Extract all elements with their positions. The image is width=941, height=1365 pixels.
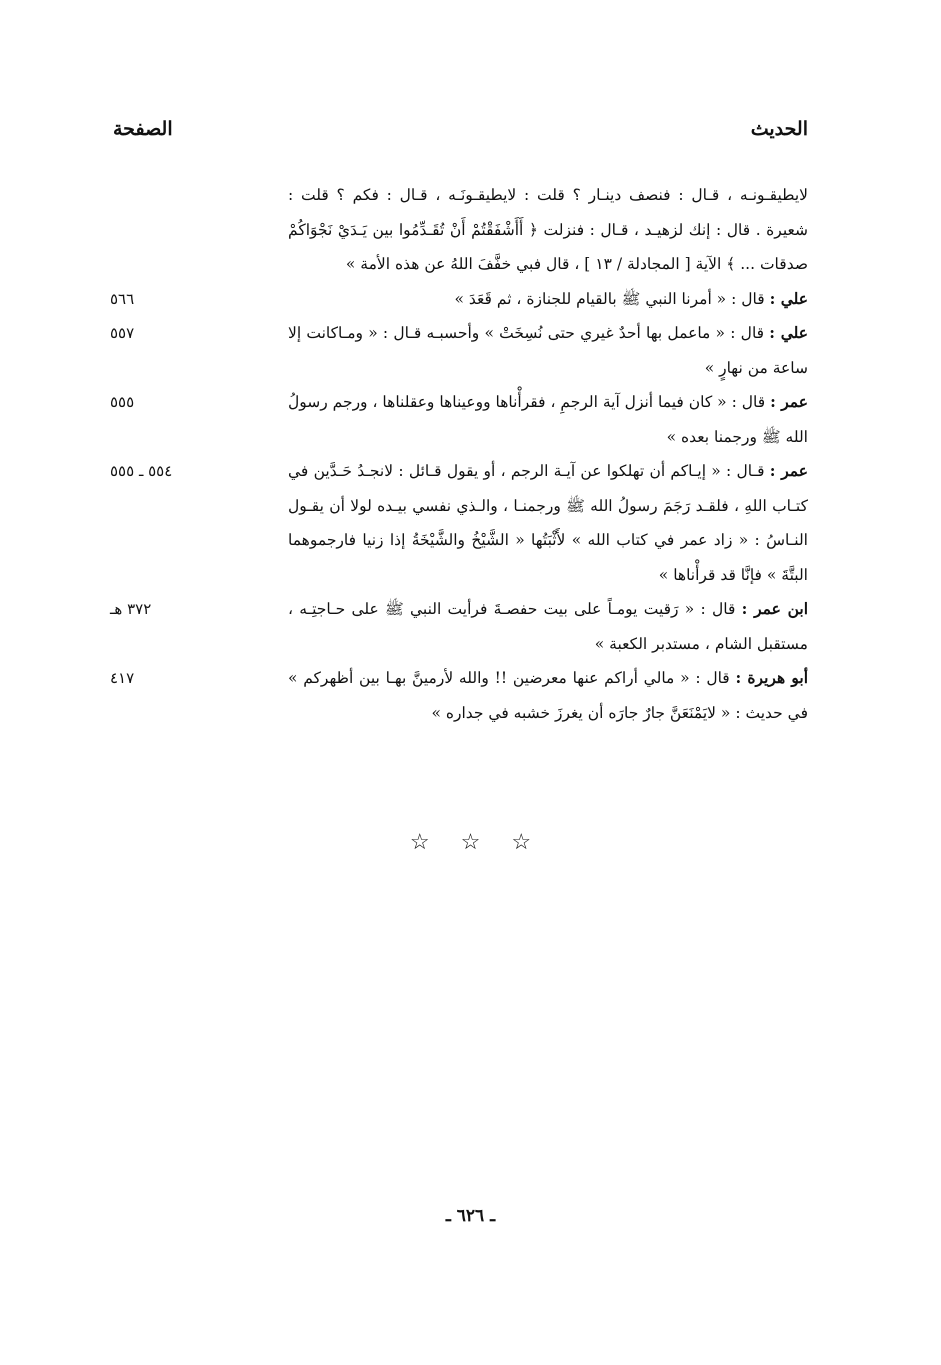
narrator-name: ابن عمر : (741, 599, 809, 618)
page-number: ـ ٦٢٦ ـ (445, 1206, 496, 1226)
entry-text-block (110, 454, 808, 592)
column-header-hadith: الحديث (750, 118, 808, 140)
hadith-entry (110, 454, 808, 592)
narrator-name: عمر : (769, 461, 808, 480)
hadith-text: قال : « مالي أراكم عنها معرضين !! والله لأرمينَّ بهـا بين أظهركم » في حديث : « لايَمْنَعَنَّ جارٌ جارَه أن يغرزَ خشبه في جداره » (288, 669, 808, 722)
entry-text-block (110, 592, 808, 661)
hadith-entry (110, 282, 808, 317)
page-reference: ٥٦٦ (110, 289, 135, 308)
column-header-page: الصفحة (113, 118, 173, 140)
hadith-entry (110, 385, 808, 454)
entry-text-block (110, 282, 808, 317)
narrator-name: علي : (769, 323, 808, 342)
page-reference: ٥٥٤ ـ ٥٥٥ (110, 462, 173, 480)
star-icon: ☆ (409, 830, 430, 855)
hadith-entry (110, 592, 808, 661)
page-reference: ٣٧٢ هـ (110, 600, 152, 618)
hadith-entry (110, 661, 808, 730)
entry-text-block (110, 661, 808, 730)
narrator-name: عمر : (770, 392, 808, 411)
entry-text-block (110, 385, 808, 454)
hadith-text: قال : « ماعمل بها أحدٌ غيري حتى نُسِخَتْ » وأحسبـه قـال : « ومـاكانت إلا ساعة من نهارٍ » (288, 324, 808, 377)
narrator-name: أبو هريرة : (735, 668, 808, 687)
narrator-name: علي : (769, 288, 808, 308)
section-divider-ornament (0, 830, 941, 855)
star-icon: ☆ (511, 830, 532, 855)
hadith-text: قال : « كان فيما أنزل آية الرجمِ ، فقرأْناها ووعيناها وعقلناها ، ورجم رسولُ الله ﷺ ورجمنا بعده » (288, 393, 808, 446)
hadith-entry (110, 178, 808, 282)
hadith-index-list (110, 178, 808, 730)
page-reference: ٥٥٥ (110, 393, 135, 411)
page-reference: ٥٥٧ (110, 324, 135, 342)
hadith-entry (110, 316, 808, 385)
hadith-text: قال : « رَقيت يومـاً على بيت حفصـةَ فرأيت النبي ﷺ على حـاجتِـه ، مستقبل الشام ، مستدبر الكعبة » (288, 600, 808, 653)
entry-text-block (110, 316, 808, 385)
star-icon: ☆ (460, 830, 481, 855)
hadith-text: قال : « أمرنا النبي ﷺ بالقيام للجنازة ، ثم قَعَدَ » (454, 289, 765, 308)
hadith-text: لايطيقـونـه ، قـال : فنصف دينـار ؟ قلت : لايطيقـونَـه ، قـال : فكم ؟ قلت : شعيرة . قال : إنك لزهيـد ، قـال : فنزلت ﴿ أَأَشْفَقْتُمْ أَنْ تُقَـدِّمُوا بين يَـدَيْ نَجْوَاكُمْ صدقات ... ﴾ الآية [ المجادلة / ١٣ ] ، قال فبي خفَّفَ اللهُ عن هذه الأمة » (288, 186, 808, 273)
page-reference: ٤١٧ (110, 669, 135, 687)
entry-text-block (110, 178, 808, 282)
hadith-text: قـال : « إيـاكم أن تهلكوا عن آيـة الرجم ، أو يقول قـائل : لانجـدُ حَـدَّين في كتـاب اللهِ ، فلقـد رَجَمَ رسولُ الله ﷺ ورجمنـا ، والـذي نفسي بيـده لولا أن يقـول النـاسُ : « زاد عمر في كتاب الله » لأَثْبَتُها « الشَّيْخُ والشَّيْخَةُ إذا زنيا فارجموهما البتَّةَ » فإنَّا قد قرأْناها » (288, 462, 808, 584)
